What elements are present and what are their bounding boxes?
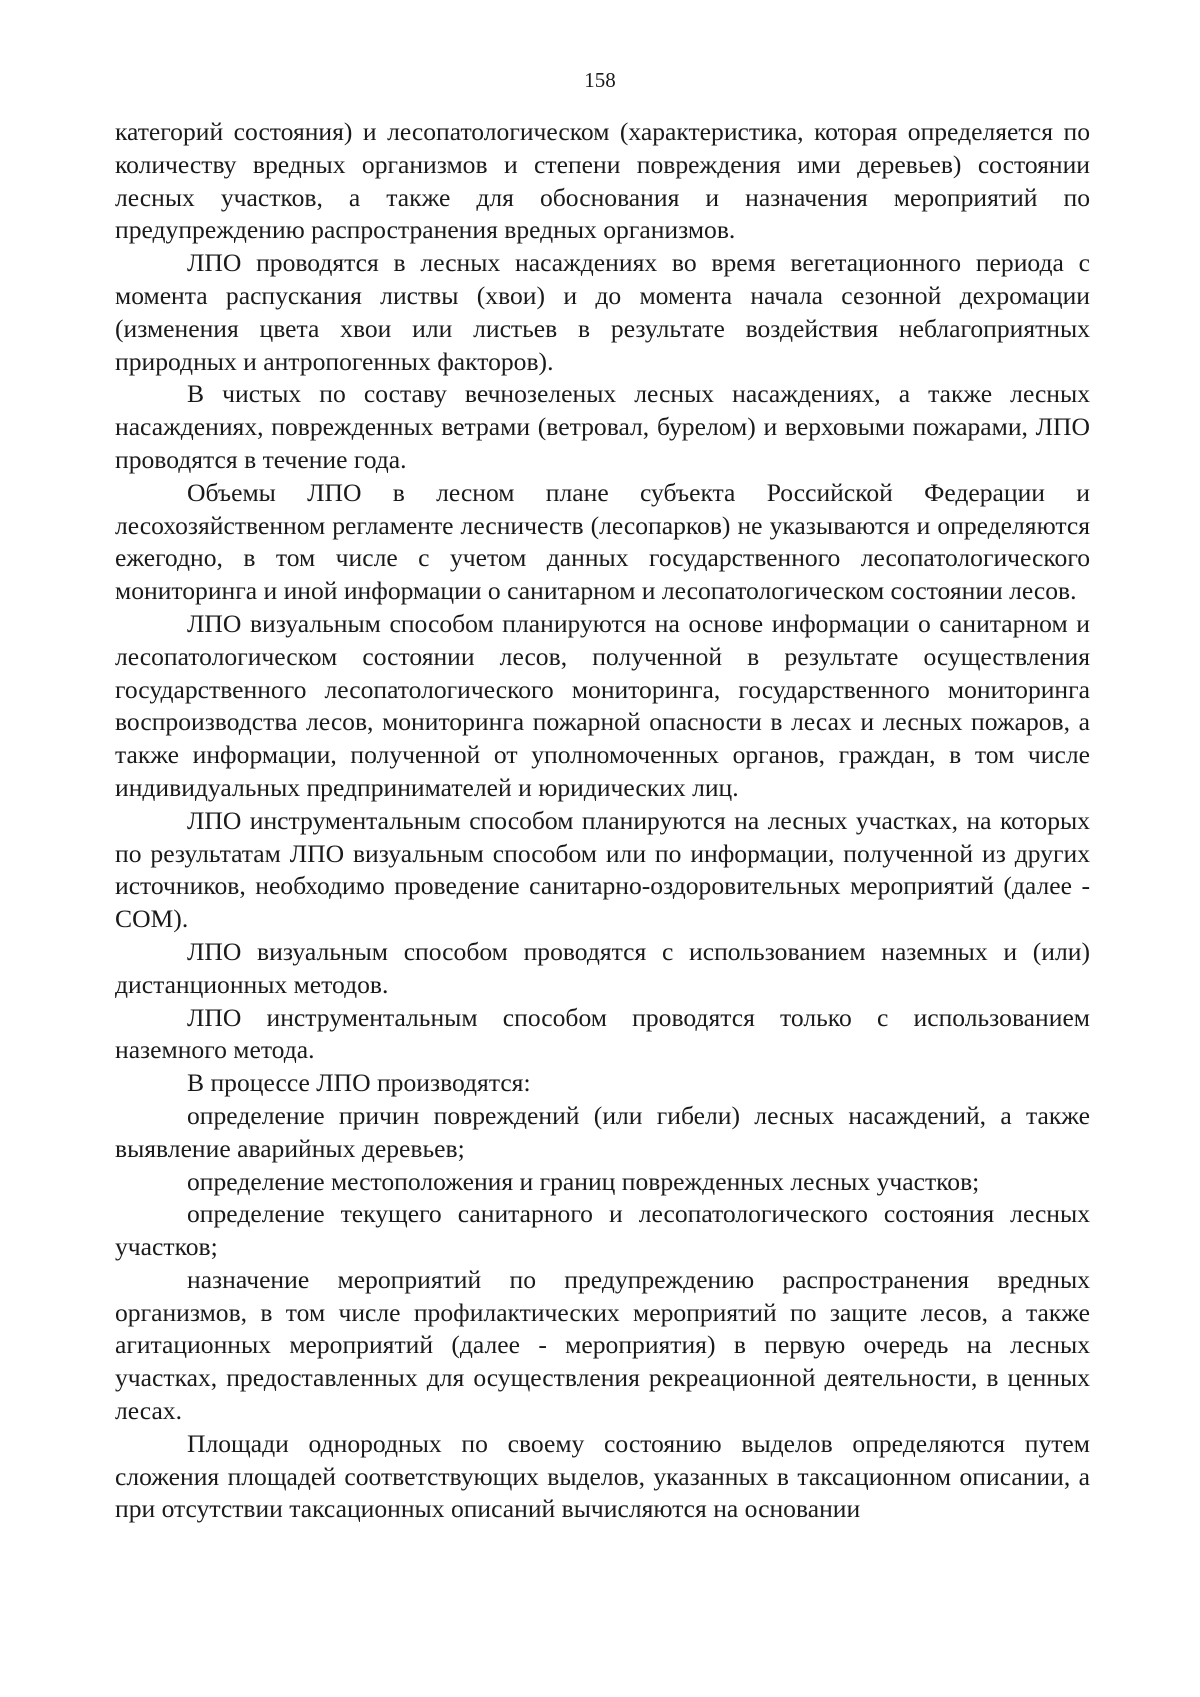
paragraph: ЛПО инструментальным способом проводятся только с использованием наземного метода.	[115, 1002, 1090, 1065]
list-item: определение местоположения и границ поврежденных лесных участков;	[187, 1166, 980, 1196]
page-number: 158	[584, 68, 616, 92]
paragraph: ЛПО визуальным способом планируются на основе информации о санитарном и лесопатологическом состоянии лесов, полученной в результате осуществления государственного лесопатологического мониторинга, государственного мониторинга воспроизводства лесов, мониторинга пожарной опасности в лесах и лесных пожаров, а также информации, полученной от уполномоченных органов, граждан, в том числе индивидуальных предпринимателей и юридических лиц.	[115, 608, 1090, 802]
list-item: назначение мероприятий по предупреждению распространения вредных организмов, в том числе профилактических мероприятий по защите лесов, а также агитационных мероприятий (далее - мероприятия) в первую очередь на лесных участках, предоставленных для осуществления рекреационной деятельности, в ценных лесах.	[115, 1264, 1090, 1426]
paragraph: В процессе ЛПО производятся:	[187, 1068, 531, 1098]
paragraph: ЛПО визуальным способом проводятся с использованием наземных и (или) дистанционных методов.	[115, 936, 1090, 999]
list-item: определение причин повреждений (или гибели) лесных насаждений, а также выявление аварийных деревьев;	[115, 1100, 1090, 1163]
document-body	[115, 116, 1090, 1526]
paragraph: В чистых по составу вечнозеленых лесных насаждениях, а также лесных насаждениях, поврежденных ветрами (ветровал, бурелом) и верховыми пожарами, ЛПО проводятся в течение года.	[115, 379, 1090, 474]
paragraph: Площади однородных по своему состоянию выделов определяются путем сложения площадей соответствующих выделов, указанных в таксационном описании, а при отсутствии таксационных описаний вычисляются на основании	[115, 1428, 1090, 1524]
paragraph: Объемы ЛПО в лесном плане субъекта Российской Федерации и лесохозяйственном регламенте лесничеств (лесопарков) не указываются и определяются ежегодно, в том числе с учетом данных государственного лесопатологического мониторинга и иной информации о санитарном и лесопатологическом состоянии лесов.	[115, 477, 1090, 606]
paragraph: ЛПО проводятся в лесных насаждениях во время вегетационного периода с момента распускания листвы (хвои) и до момента начала сезонной дехромации (изменения цвета хвои или листьев в результате воздействия неблагоприятных природных и антропогенных факторов).	[115, 248, 1090, 376]
list-item: определение текущего санитарного и лесопатологического состояния лесных участков;	[115, 1199, 1090, 1262]
paragraph-continuation: категорий состояния) и лесопатологическом (характеристика, которая определяется по количеству вредных организмов и степени повреждения ими деревьев) состоянии лесных участков, а также для обоснования и назначения мероприятий по предупреждению распространения вредных организмов.	[115, 117, 1090, 245]
paragraph: ЛПО инструментальным способом планируются на лесных участках, на которых по результатам ЛПО визуальным способом или по информации, полученной из других источников, необходимо проведение санитарно-оздоровительных мероприятий (далее - СОМ).	[115, 805, 1090, 934]
